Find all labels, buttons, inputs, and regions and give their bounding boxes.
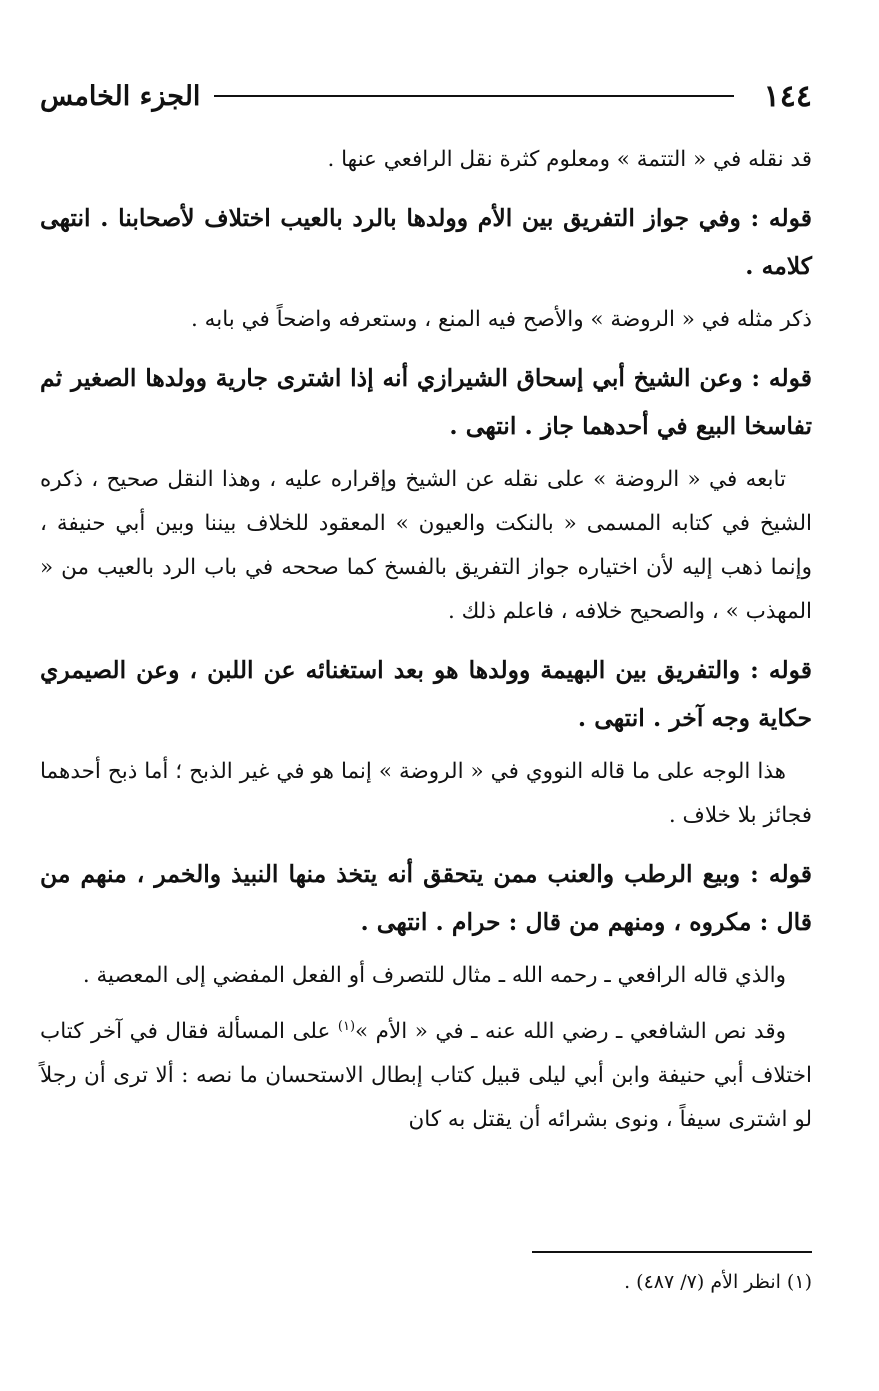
paragraph: ذكر مثله في « الروضة » والأصح فيه المنع ، وستعرفه واضحاً في بابه . — [191, 307, 812, 332]
paragraph-text: على المسألة فقال في آخر كتاب اختلاف أبي حنيفة وابن أبي ليلى قبيل كتاب إبطال الاستحسان ما نصه : ألا ترى أن رجلاً لو اشترى سيفاً ، ونوى بشرائه أن يقتل به كان — [40, 1019, 812, 1132]
paragraph — [40, 1010, 812, 1142]
body-text — [40, 138, 812, 1154]
paragraph-text: وقد نص الشافعي ـ رضي الله عنه ـ في « الأم » — [355, 1019, 786, 1044]
quoted-statement: قوله : وبيع الرطب والعنب ممن يتحقق أنه يتخذ منها النبيذ والخمر ، منهم من قال : مكروه ، ومنهم من قال : حرام . انتهى . — [40, 860, 812, 936]
paragraph: والذي قاله الرافعي ـ رحمه الله ـ مثال للتصرف أو الفعل المفضي إلى المعصية . — [82, 963, 786, 988]
footnote-rule — [532, 1251, 812, 1253]
paragraph: تابعه في « الروضة » على نقله عن الشيخ وإقراره عليه ، وهذا النقل صحيح ، ذكره الشيخ في كتابه المسمى « بالنكت والعيون » المعقود للخلاف بيننا وبين أبي حنيفة ، وإنما ذهب إليه لأن اختياره جواز التفريق بالفسخ كما صححه في باب الرد بالعيب من « المهذب » ، والصحيح خلافه ، فاعلم ذلك . — [40, 467, 812, 624]
page-header — [40, 74, 812, 118]
paragraph: قد نقله في « التتمة » ومعلوم كثرة نقل الرافعي عنها . — [327, 147, 812, 172]
quoted-statement: قوله : والتفريق بين البهيمة وولدها هو بعد استغنائه عن اللبن ، وعن الصيمري حكاية وجه آخر . انتهى . — [40, 656, 812, 732]
footnote: (١) انظر الأم (٧/ ٤٨٧) . — [624, 1271, 812, 1293]
page-number: ١٤٤ — [763, 78, 812, 114]
header-rule — [214, 95, 733, 97]
quoted-statement: قوله : وفي جواز التفريق بين الأم وولدها بالرد بالعيب اختلاف لأصحابنا . انتهى كلامه . — [40, 204, 812, 280]
footnote-marker: (١) — [337, 1018, 356, 1034]
running-title: الجزء الخامس — [40, 80, 201, 112]
paragraph: هذا الوجه على ما قاله النووي في « الروضة » إنما هو في غير الذبح ؛ أما ذبح أحدهما فجائز بلا خلاف . — [40, 759, 812, 828]
quoted-statement: قوله : وعن الشيخ أبي إسحاق الشيرازي أنه إذا اشترى جارية وولدها الصغير ثم تفاسخا البيع في أحدهما جاز . انتهى . — [40, 364, 812, 440]
